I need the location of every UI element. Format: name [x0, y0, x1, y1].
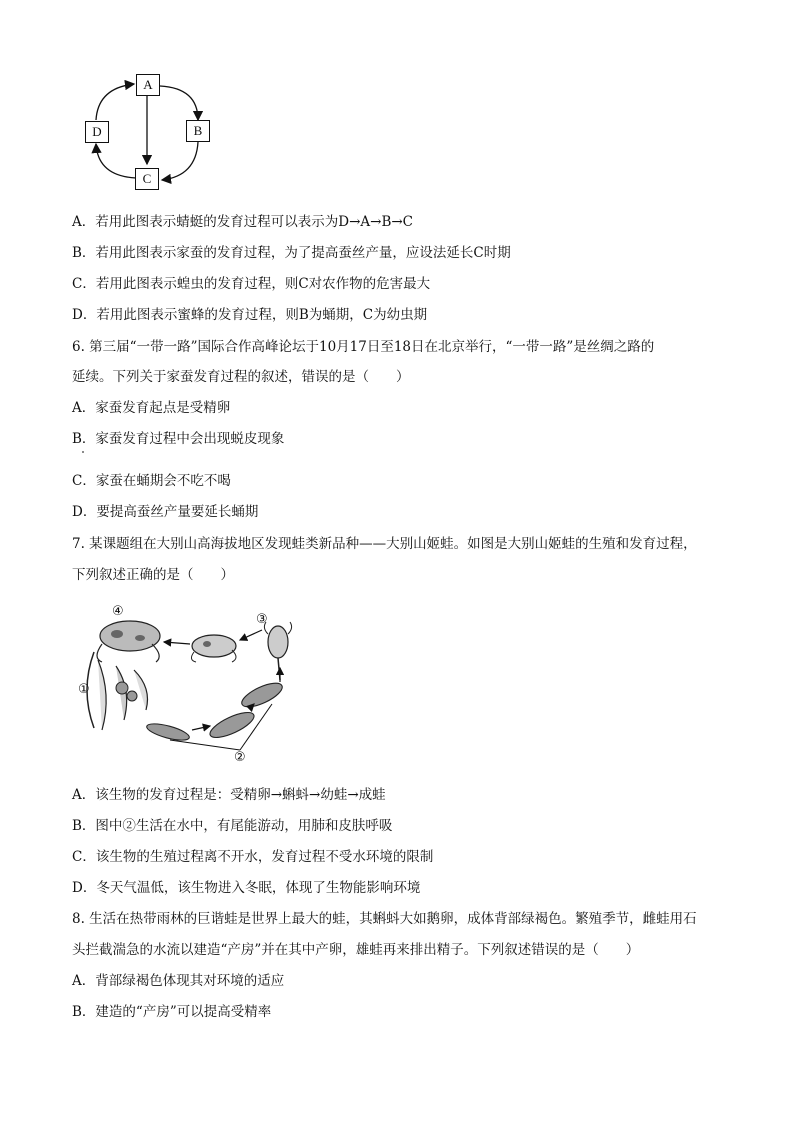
- q7-option-a: A．该生物的发育过程是：受精卵→蝌蚪→幼蛙→成蛙: [72, 787, 386, 803]
- frog-life-cycle-figure: [72, 600, 312, 770]
- q7-stem-line-2: 下列叙述正确的是（ ）: [72, 567, 234, 583]
- q5-option-c: C．若用此图表示蝗虫的发育过程，则C对农作物的危害最大: [72, 276, 431, 292]
- frog-illustration: [72, 600, 312, 770]
- q6-option-a: A．家蚕发育起点是受精卵: [72, 400, 231, 416]
- label-2: ②: [234, 750, 246, 765]
- q6-option-c: C．家蚕在蛹期会不吃不喝: [72, 473, 231, 489]
- node-d: D: [85, 121, 109, 143]
- q5-option-d: D．若用此图表示蜜蜂的发育过程，则B为蛹期，C为幼虫期: [72, 307, 428, 323]
- label-3: ③: [256, 612, 268, 627]
- q8-stem-line-2: 头拦截湍急的水流以建造“产房”并在其中产卵，雄蛙再来排出精子。下列叙述错误的是（ ）: [72, 942, 640, 958]
- q7-option-d: D．冬天气温低，该生物进入冬眠，体现了生物能影响环境: [72, 880, 421, 896]
- q5-option-b: B．若用此图表示家蚕的发育过程，为了提高蚕丝产量，应设法延长C时期: [72, 245, 511, 261]
- label-1: ①: [78, 682, 90, 697]
- q7-option-c: C．该生物的生殖过程离不开水，发育过程不受水环境的限制: [72, 849, 434, 865]
- q6-stem-line-2: 延续。下列关于家蚕发育过程的叙述，错误的是（ ）: [72, 369, 410, 385]
- stray-dot: [82, 451, 84, 453]
- q6-stem-line-1: 6. 第三届“一带一路”国际合作高峰论坛于10月17日至18日在北京举行，“一带一路”是丝绸之路的: [72, 339, 655, 355]
- q7-stem-line-1: 7. 某课题组在大别山高海拔地区发现蛙类新品种——大别山姬蛙。如图是大别山姬蛙的生殖和发育过程，: [72, 536, 697, 552]
- q7-option-b: B．图中②生活在水中，有尾能游动，用肺和皮肤呼吸: [72, 818, 393, 834]
- node-a: A: [136, 74, 160, 96]
- life-cycle-diagram: [80, 72, 220, 192]
- q8-stem-line-1: 8. 生活在热带雨林的巨谐蛙是世界上最大的蛙，其蝌蚪大如鹅卵，成体背部绿褐色。繁殖季节，雌蛙用石: [72, 911, 697, 927]
- q8-option-b: B．建造的“产房”可以提高受精率: [72, 1004, 272, 1020]
- node-c: C: [135, 168, 159, 190]
- q6-option-d: D．要提高蚕丝产量要延长蛹期: [72, 504, 259, 520]
- q6-option-b: B．家蚕发育过程中会出现蜕皮现象: [72, 431, 285, 447]
- node-b: B: [186, 120, 210, 142]
- q8-option-a: A．背部绿褐色体现其对环境的适应: [72, 973, 285, 989]
- q5-option-a: A．若用此图表示蜻蜓的发育过程可以表示为D→A→B→C: [72, 214, 414, 230]
- label-4: ④: [112, 604, 124, 619]
